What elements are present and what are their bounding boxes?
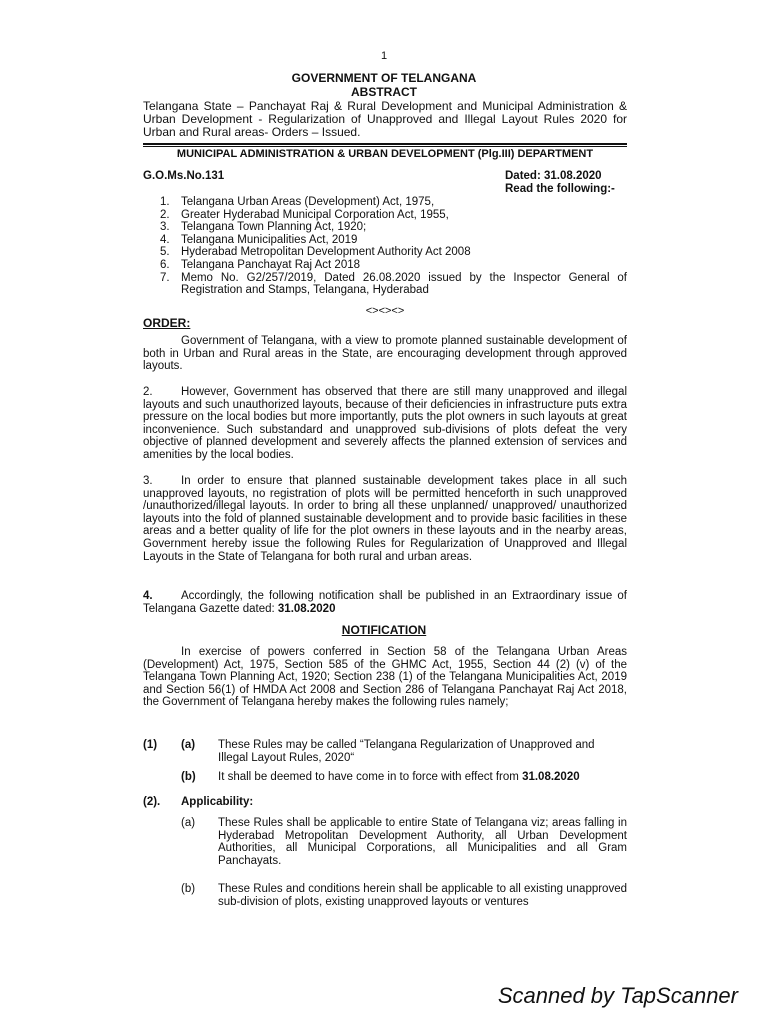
order-paragraph-4: 4. Accordingly, the following notification shall be published in an Extraordinary issue of Telangana Gazette dated: 31.08.2020 xyxy=(143,590,627,615)
reference-item: 4. Telangana Municipalities Act, 2019 xyxy=(160,233,358,246)
order-paragraph-1: Government of Telangana, with a view to promote planned sustainable development of both in Urban and Rural areas in the State, are encouraging development through approved layouts. xyxy=(143,335,627,373)
rules-section xyxy=(143,739,627,929)
rule-sub-label: (a) xyxy=(181,817,196,829)
reference-item: 2. Greater Hyderabad Municipal Corporation Act, 1955, xyxy=(160,208,449,221)
header-rule-thin xyxy=(143,146,627,147)
reference-list xyxy=(160,196,627,297)
rule-text: These Rules and conditions herein shall be applicable to all existing unapproved sub-division of plots, existing unapproved layouts or ventures xyxy=(218,883,627,908)
gazette-date: 31.08.2020 xyxy=(277,602,336,615)
order-paragraph-2: 2. However, Government has observed that there are still many unapproved and illegal layouts and such unauthorized layouts, because of their deficiencies in infrastructure puts extra pressure on the local bodies but more importantly, puts the plot owners in such layouts at great inconvenience. Such substandard and unapproved sub-divisions of plots defeat the very objective of planned development and severely affects the planned extension of services and amenities by the local bodies. xyxy=(143,386,627,461)
paragraph-number: 3. xyxy=(143,475,153,487)
subject-text: Telangana State – Panchayat Raj & Rural Development and Municipal Administration & Urban Development - Regularization of Unapproved and Illegal Layout Rules 2020 for Urban and Rural areas- Orders – Issued. xyxy=(143,99,627,139)
rule-text: These Rules shall be applicable to entire State of Telangana viz; areas falling in Hyderabad Metropolitan Development Authority, all Urban Development Authorities, all Municipal Corporations, all Municipalities and all Gram Panchayats. xyxy=(218,817,627,867)
scanner-watermark: Scanned by TapScanner xyxy=(497,983,738,1008)
notification-heading: NOTIFICATION xyxy=(341,623,427,637)
rule-sub-label: (b) xyxy=(181,883,196,895)
government-title: GOVERNMENT OF TELANGANA xyxy=(291,71,477,85)
department-name: MUNICIPAL ADMINISTRATION & URBAN DEVELOPMENT (Plg.III) DEPARTMENT xyxy=(176,148,594,160)
rule-heading: Applicability: xyxy=(181,796,254,808)
notification-intro: In exercise of powers conferred in Section 58 of the Telangana Urban Areas (Development) Act, 1975, Section 585 of the GHMC Act, 1955, Section 44 (2) (v) of the Telangana Town Planning Act, 1920; Section 238 (1) of the Telangana Municipalities Act, 2019 and Section 56(1) of HMDA Act 2008 and Section 286 of Telangana Panchayat Raj Act 2018, the Government of Telangana hereby makes the following rules namely; xyxy=(143,646,627,709)
go-number: G.O.Ms.No.131 xyxy=(143,170,225,182)
go-date: Dated: 31.08.2020 xyxy=(505,170,602,182)
effective-date: 31.08.2020 xyxy=(522,771,580,783)
section-separator: <><><> xyxy=(365,305,405,317)
rule-text: It shall be deemed to have come in to force with effect from xyxy=(218,771,523,783)
page-number: 1 xyxy=(380,50,388,62)
paragraph-number: 2. xyxy=(143,386,153,398)
rule-text: These Rules may be called “Telangana Regularization of Unapproved and Illegal Layout Rules, 2020“ xyxy=(218,739,595,764)
reference-item: 7. Memo No. G2/257/2019, Dated 26.08.2020 issued by the Inspector General of Registration and Stamps, Telangana, Hyderabad xyxy=(160,271,627,297)
order-paragraph-3: 3. In order to ensure that planned sustainable development takes place in all such unapproved layouts, no registration of plots will be permitted henceforth in such unapproved /unauthorized/illegal layouts. In order to bring all these unplanned/ unapproved/ unauthorized layouts into the fold of planned sustainable development and to provide basic facilities in these areas and a better quality of life for the plot owners in these layouts and in the nearby areas, Government hereby issue the following Rules for Regularization of Unapproved and Illegal Layouts in the State of Telangana for both rural and urban areas. xyxy=(143,475,627,563)
reference-item: 1. Telangana Urban Areas (Development) Act, 1975, xyxy=(160,196,435,208)
reference-item: 6. Telangana Panchayat Raj Act 2018 xyxy=(160,258,361,271)
rule-sub-label: (a) xyxy=(181,739,196,751)
rule-number: (1) xyxy=(143,739,158,751)
order-heading: ORDER: xyxy=(143,316,191,330)
read-following: Read the following:- xyxy=(505,183,615,195)
paragraph-number: 4. xyxy=(143,590,153,602)
reference-item: 5. Hyderabad Metropolitan Development Authority Act 2008 xyxy=(160,246,471,259)
header-rule-thick xyxy=(143,143,627,145)
rule-sub-label: (b) xyxy=(181,771,196,783)
abstract-title: ABSTRACT xyxy=(351,85,417,99)
rule-number: (2). xyxy=(143,796,161,808)
reference-item: 3. Telangana Town Planning Act, 1920; xyxy=(160,221,367,234)
